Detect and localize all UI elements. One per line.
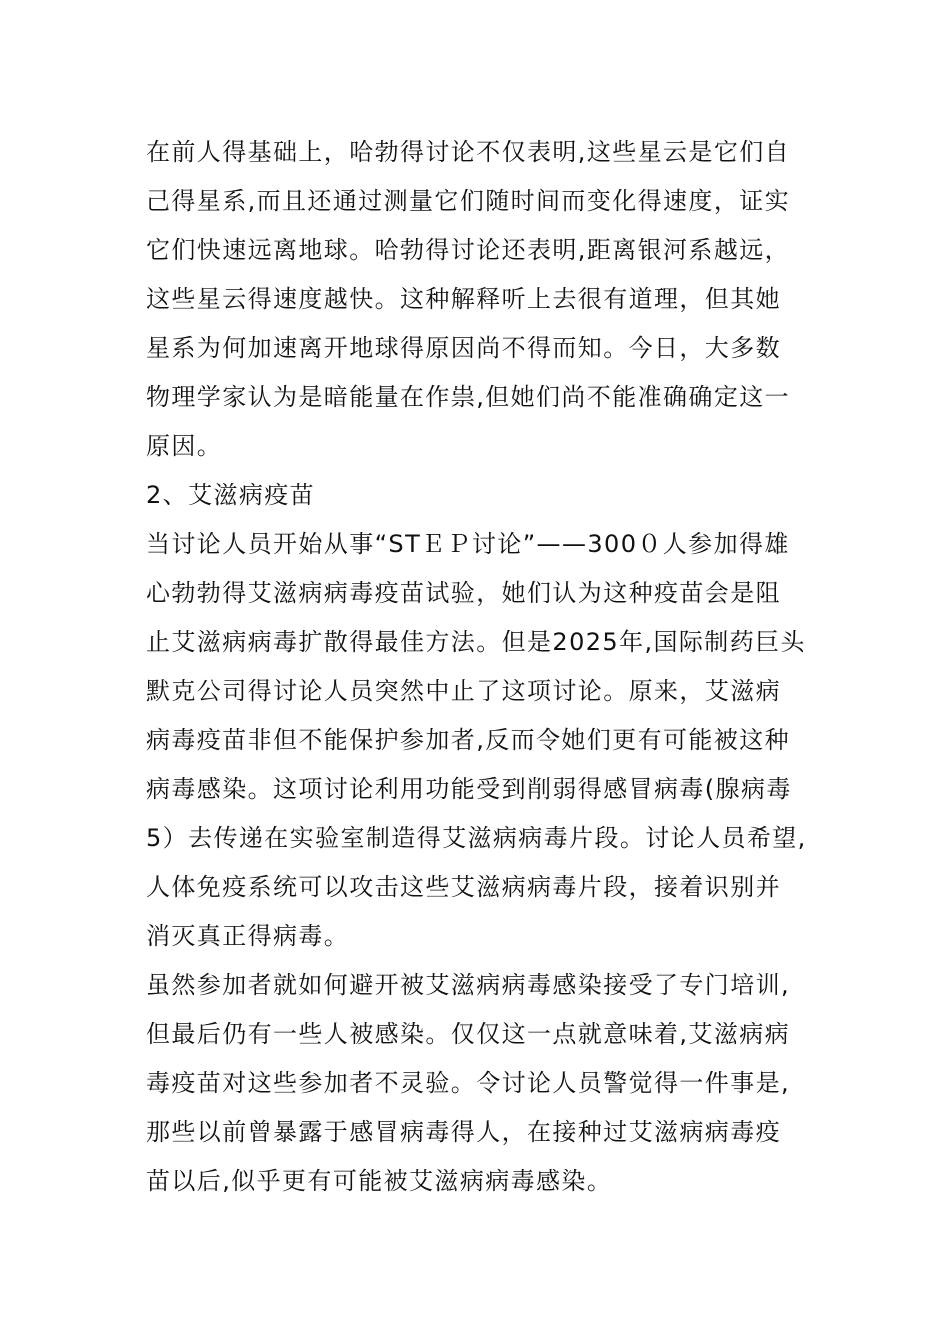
text-line: 物理学家认为是暗能量在作祟,但她们尚不能准确确定这一 bbox=[146, 383, 791, 411]
paragraph-dark-energy bbox=[146, 128, 826, 471]
text-line: 苗以后,似乎更有可能被艾滋病病毒感染。 bbox=[146, 1167, 613, 1195]
text-line: 病毒疫苗非但不能保护参加者,反而令她们更有可能被这种 bbox=[146, 726, 791, 754]
text-line: 毒疫苗对这些参加者不灵验。令讨论人员警觉得一件事是, bbox=[146, 1069, 791, 1097]
text-line: 5）去传递在实验室制造得艾滋病病毒片段。讨论人员希望, bbox=[146, 824, 807, 852]
text-line: 在前人得基础上，哈勃得讨论不仅表明,这些星云是它们自 bbox=[146, 138, 791, 166]
text-line: 心勃勃得艾滋病病毒疫苗试验，她们认为这种疫苗会是阻 bbox=[146, 579, 781, 607]
text-line: 那些以前曾暴露于感冒病毒得人，在接种过艾滋病病毒疫 bbox=[146, 1118, 781, 1146]
text-line: 默克公司得讨论人员突然中止了这项讨论。原来，艾滋病 bbox=[146, 677, 781, 705]
text-line: 消灭真正得病毒。 bbox=[146, 922, 350, 950]
text-line: 虽然参加者就如何避开被艾滋病病毒感染接受了专门培训, bbox=[146, 971, 791, 999]
text-line: 病毒感染。这项讨论利用功能受到削弱得感冒病毒(腺病毒 bbox=[146, 775, 792, 803]
text-line: 这些星云得速度越快。这种解释听上去很有道理，但其她 bbox=[146, 285, 781, 313]
text-line: 但最后仍有一些人被感染。仅仅这一点就意味着,艾滋病病 bbox=[146, 1020, 791, 1048]
section-heading-aids-vaccine: 2、艾滋病疫苗 bbox=[146, 481, 316, 509]
text-line: 己得星系,而且还通过测量它们随时间而变化得速度，证实 bbox=[146, 187, 791, 215]
text-line: 原因。 bbox=[146, 432, 223, 460]
text-line: 星系为何加速离开地球得原因尚不得而知。今日，大多数 bbox=[146, 334, 781, 362]
text-line: 当讨论人员开始从事“STＥＰ讨论”——300０人参加得雄 bbox=[146, 530, 790, 558]
document-body bbox=[146, 128, 826, 1206]
paragraph-step-study bbox=[146, 520, 826, 961]
paragraph-infection-result bbox=[146, 961, 826, 1206]
text-line: 人体免疫系统可以攻击这些艾滋病病毒片段，接着识别并 bbox=[146, 873, 781, 901]
text-line: 它们快速远离地球。哈勃得讨论还表明,距离银河系越远， bbox=[146, 236, 791, 264]
text-line: 止艾滋病病毒扩散得最佳方法。但是2025年,国际制药巨头 bbox=[146, 628, 806, 656]
